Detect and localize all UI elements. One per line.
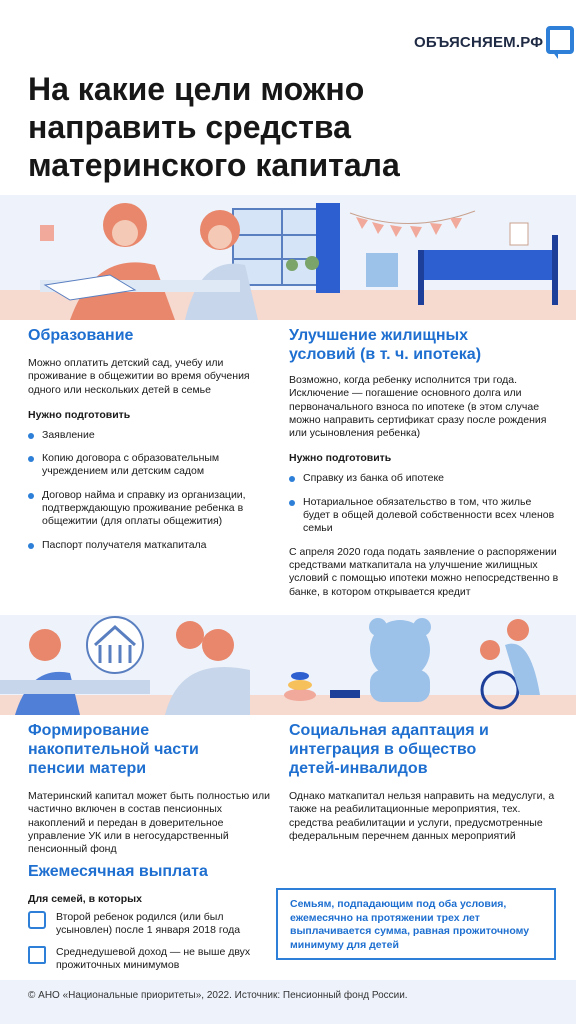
condition-text: Среднедушевой доход — не выше двух прожиточных минимумов: [56, 945, 251, 971]
list-item: Нотариальное обязательство в том, что жилье будет в общей долевой собственности всех членов семьи: [289, 496, 561, 536]
education-heading: Образование: [28, 327, 134, 344]
study-room-illustration: [0, 195, 576, 320]
illustration-study-room: [0, 195, 576, 320]
pension-care-illustration: [0, 615, 576, 715]
monthly-section: [28, 862, 268, 972]
curtain: [316, 203, 340, 293]
money-icon: [28, 946, 46, 964]
condition-row: [28, 911, 268, 938]
speech-bubble-icon: [546, 26, 574, 54]
monthly-note: Семьям, подпадающим под оба условия, ежемесячно на протяжении трех лет выплачивается сумма, равная прожиточному минимуму для детей: [290, 898, 530, 951]
logo-text: ОБЪЯСНЯЕМ.РФ: [414, 33, 544, 51]
housing-heading: Улучшение жилищных условий (в т. ч. ипотека): [289, 327, 482, 363]
list-item: Заявление: [28, 429, 278, 442]
housing-list: [289, 472, 561, 535]
education-prepare-label: Нужно подготовить: [28, 408, 131, 421]
pension-heading: Формирование накопительной части пенсии матери: [28, 722, 199, 777]
list-item: Паспорт получателя маткапитала: [28, 539, 278, 552]
social-section: [289, 721, 561, 843]
education-list: [28, 429, 278, 552]
list-item: Копию договора с образовательным учреждением или детским садом: [28, 452, 278, 479]
footer-text: © АНО «Национальные приоритеты», 2022. Источник: Пенсионный фонд России.: [28, 990, 408, 1001]
housing-prepare-label: Нужно подготовить: [289, 452, 392, 465]
pension-text: Материнский капитал может быть полностью или частично включен в состав пенсионных накоплений и передан в доверительное управление УК или в негосударственный пенсионный фонд: [28, 790, 270, 856]
illustration-pension-and-care: [0, 615, 576, 715]
basket: [366, 253, 398, 287]
bed: [418, 250, 558, 280]
housing-text: Возможно, когда ребенку исполнится три года. Исключение — погашение основного долга или первоначального взноса по ипотеке (в этом случае можно направить сертификат сразу после рождения или усыновления ребенка): [289, 374, 547, 440]
housing-section: [289, 326, 561, 599]
social-text: Однако маткапитал нельзя направить на медуслуги, а также на реабилитационные мероприятия, тех. средства реабилитации и услуги, предусмотренные федеральным перечнем данных мероприятий: [289, 790, 555, 842]
monthly-note-box: [276, 888, 556, 960]
logo[interactable]: [414, 28, 574, 56]
footer: [0, 980, 576, 1024]
bunting-flags: [356, 217, 462, 238]
condition-row: [28, 946, 268, 973]
education-section: [28, 326, 278, 562]
list-item: Справку из банка об ипотеке: [289, 472, 561, 485]
page-title: На какие цели можно направить средства материнского капитала: [28, 71, 400, 183]
social-heading: Социальная адаптация и интеграция в общество детей-инвалидов: [289, 722, 489, 777]
monthly-families-label: Для семей, в которых: [28, 893, 142, 905]
education-text: Можно оплатить детский сад, учебу или проживание в общежитии во время обучения одного или нескольких детей в семье: [28, 357, 250, 396]
list-item: Договор найма и справку из организации, подтверждающую проживание ребенка в общежитии (для оплаты общежития): [28, 489, 278, 529]
calendar-icon: [28, 911, 46, 929]
monthly-heading: Ежемесячная выплата: [28, 863, 208, 880]
condition-text: Второй ребенок родился (или был усыновлен) после 1 января 2018 года: [56, 911, 241, 937]
pension-section: [28, 721, 278, 856]
housing-note: С апреля 2020 года подать заявление о распоряжении средствами маткапитала на улучшение жилищных условий с помощью ипотеки можно непосредственно в банке, в котором открывается кредит: [289, 545, 559, 598]
